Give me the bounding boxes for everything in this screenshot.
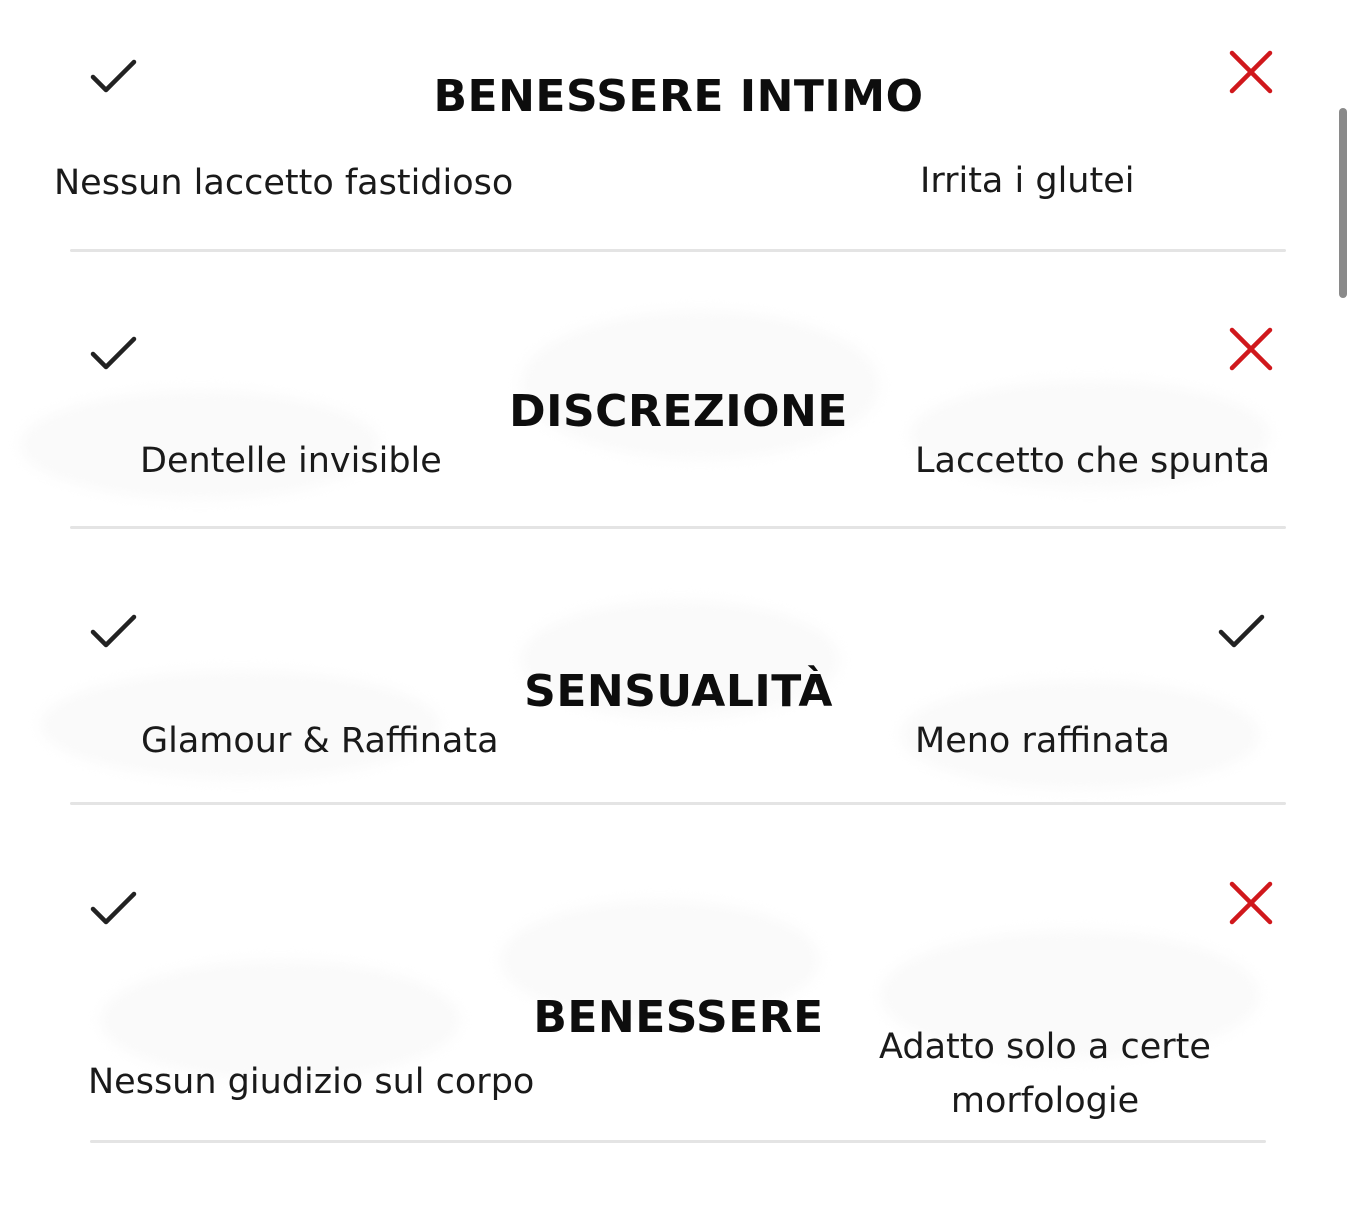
left-text: Nessun laccetto fastidioso [54, 163, 514, 203]
row-divider [90, 1140, 1266, 1143]
right-text-line2: morfologie [950, 1081, 1140, 1121]
row-title: SENSUALITÀ [524, 666, 833, 717]
scrollbar[interactable] [1339, 108, 1347, 298]
left-text: Nessun giudizio sul corpo [88, 1062, 535, 1102]
right-text: Meno raffinata [915, 721, 1170, 761]
row-title: BENESSERE [533, 992, 824, 1043]
row-title: DISCREZIONE [509, 386, 848, 437]
left-text: Glamour & Raffinata [141, 721, 499, 761]
check-icon [88, 882, 140, 934]
right-text: Laccetto che spunta [915, 441, 1271, 481]
row-title: BENESSERE INTIMO [433, 71, 924, 122]
right-text: Adatto solo a certe [879, 1027, 1211, 1067]
right-text: Irrita i glutei [920, 161, 1135, 201]
cross-icon [1225, 877, 1277, 929]
left-text: Dentelle invisible [140, 441, 442, 481]
